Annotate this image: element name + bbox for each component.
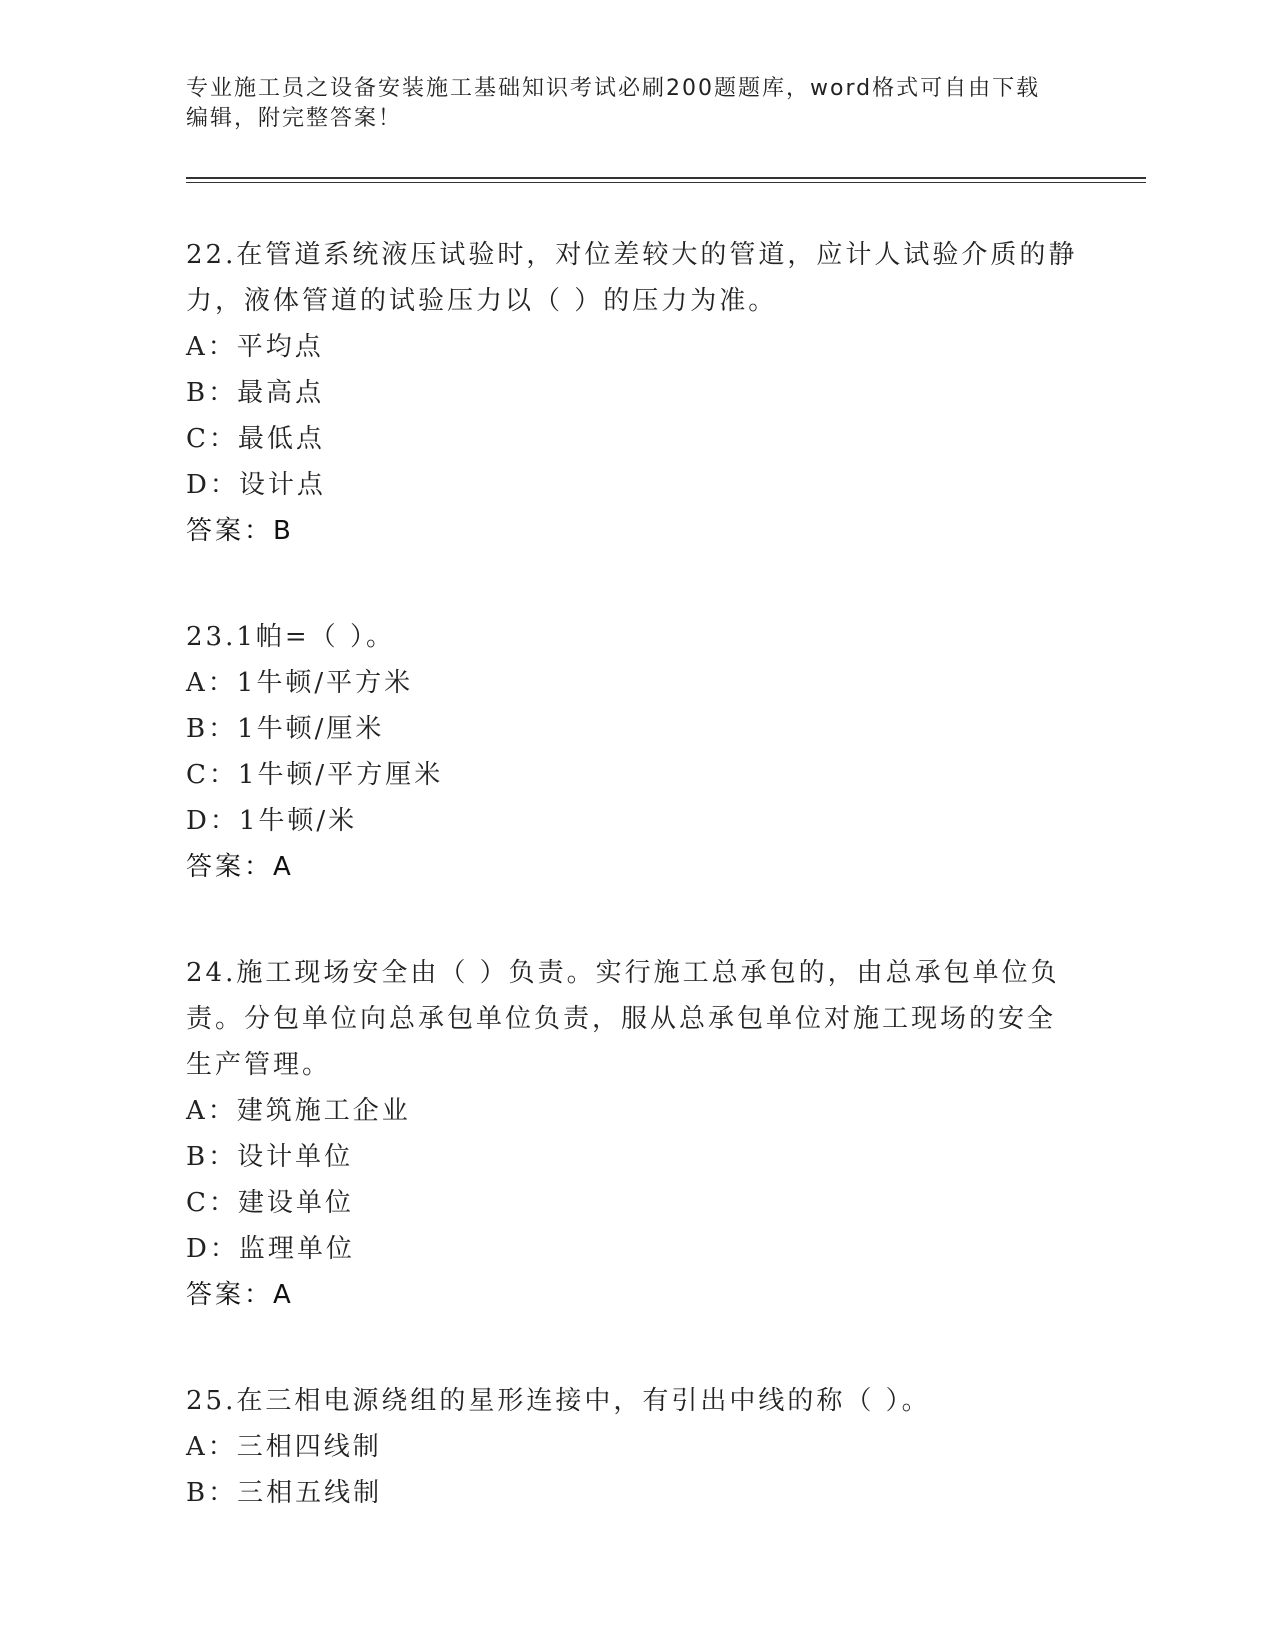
question-25: [186, 1378, 1086, 1516]
document-header: [186, 74, 1086, 134]
question-22: [186, 232, 1086, 554]
option-a: A：建筑施工企业: [186, 1096, 411, 1126]
option-d: D：1牛顿/米: [186, 806, 358, 836]
option-c: C：建设单位: [186, 1188, 354, 1218]
question-stem-line: 25.在三相电源绕组的星形连接中，有引出中线的称（ ）。: [186, 1386, 931, 1416]
option-b: B：三相五线制: [186, 1478, 383, 1508]
header-rule-thick: [186, 177, 1146, 179]
header-rule-thin: [186, 182, 1146, 183]
option-b: B：1牛顿/厘米: [186, 714, 385, 744]
option-a: A：三相四线制: [186, 1432, 382, 1462]
answer: 答案：B: [186, 516, 294, 546]
question-stem-line: 22.在管道系统液压试验时，对位差较大的管道，应计人试验介质的静: [186, 240, 1078, 270]
option-a: A：平均点: [186, 332, 324, 362]
header-line-2: 编辑，附完整答案！: [186, 106, 403, 131]
question-stem-line: 23.1帕=（ ）。: [186, 622, 395, 652]
option-d: D：监理单位: [186, 1234, 355, 1264]
option-a: A：1牛顿/平方米: [186, 668, 414, 698]
question-23: [186, 614, 1086, 890]
option-d: D：设计点: [186, 470, 326, 500]
question-stem-line: 24.施工现场安全由（ ）负责。实行施工总承包的，由总承包单位负: [186, 958, 1060, 988]
option-c: C：最低点: [186, 424, 325, 454]
option-b: B：设计单位: [186, 1142, 354, 1172]
option-c: C：1牛顿/平方厘米: [186, 760, 444, 790]
question-stem-line: 责。分包单位向总承包单位负责，服从总承包单位对施工现场的安全: [186, 1004, 1057, 1034]
answer: 答案：A: [186, 852, 294, 882]
header-line-1: 专业施工员之设备安装施工基础知识考试必刷200题题库，word格式可自由下载: [186, 76, 1041, 101]
question-stem-line: 力，液体管道的试验压力以（ ）的压力为准。: [186, 286, 778, 316]
question-24: [186, 950, 1086, 1318]
question-list: [186, 232, 1086, 1576]
question-stem-line: 生产管理。: [186, 1050, 332, 1080]
answer: 答案：A: [186, 1280, 294, 1310]
option-b: B：最高点: [186, 378, 325, 408]
